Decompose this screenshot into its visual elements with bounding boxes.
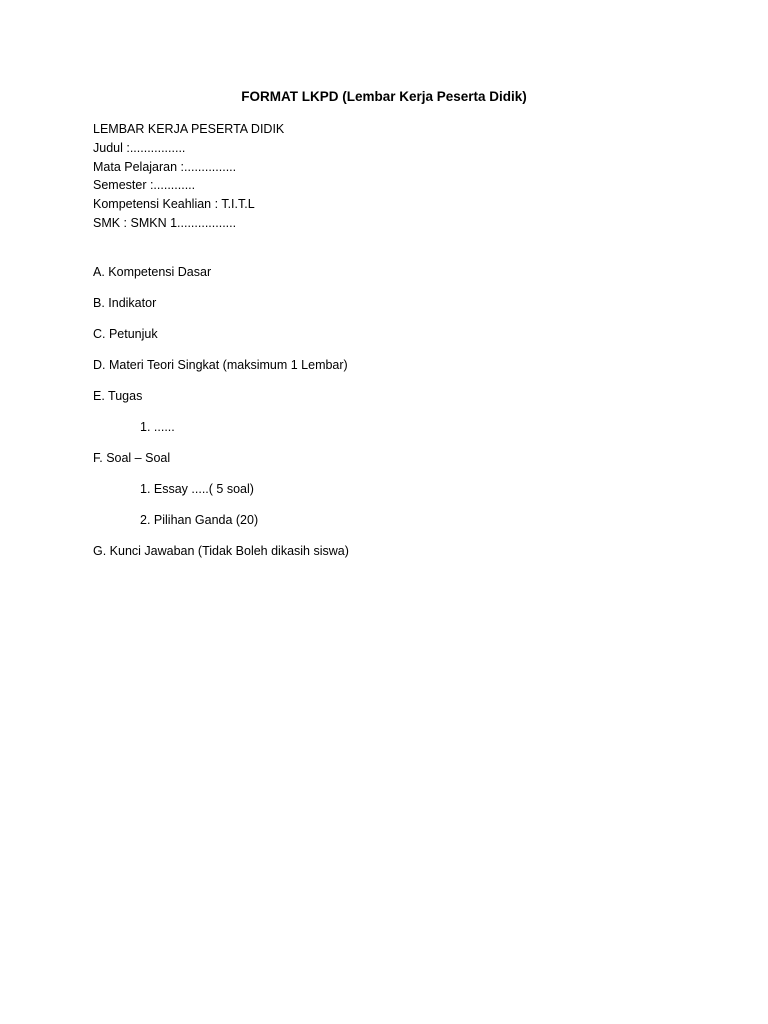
section-b-indikator: B. Indikator (93, 296, 157, 310)
header-line-judul: Judul :................ (93, 140, 186, 155)
section-f-item-pilihan-ganda: 2. Pilihan Ganda (20) (140, 513, 259, 527)
header-line-kompetensi-keahlian: Kompetensi Keahlian : T.I.T.L (93, 197, 255, 212)
section-d-materi-teori: D. Materi Teori Singkat (maksimum 1 Lembar) (93, 358, 348, 372)
header-line-heading: LEMBAR KERJA PESERTA DIDIK (93, 122, 285, 136)
header-line-semester: Semester :............ (93, 178, 196, 193)
header-line-smk: SMK : SMKN 1................. (93, 215, 237, 230)
section-e-tugas: E. Tugas (93, 389, 143, 403)
section-g-kunci-jawaban: G. Kunci Jawaban (Tidak Boleh dikasih siswa) (93, 544, 349, 558)
section-f-soal: F. Soal – Soal (93, 451, 171, 465)
header-block (93, 120, 284, 233)
section-a-kompetensi-dasar: A. Kompetensi Dasar (93, 265, 212, 279)
header-line-mata-pelajaran: Mata Pelajaran :............... (93, 159, 237, 174)
section-e-item-1: 1. ...... (140, 420, 175, 434)
section-c-petunjuk: C. Petunjuk (93, 327, 158, 341)
document-title: FORMAT LKPD (Lembar Kerja Peserta Didik) (241, 89, 527, 104)
section-f-item-essay: 1. Essay .....( 5 soal) (140, 482, 254, 496)
